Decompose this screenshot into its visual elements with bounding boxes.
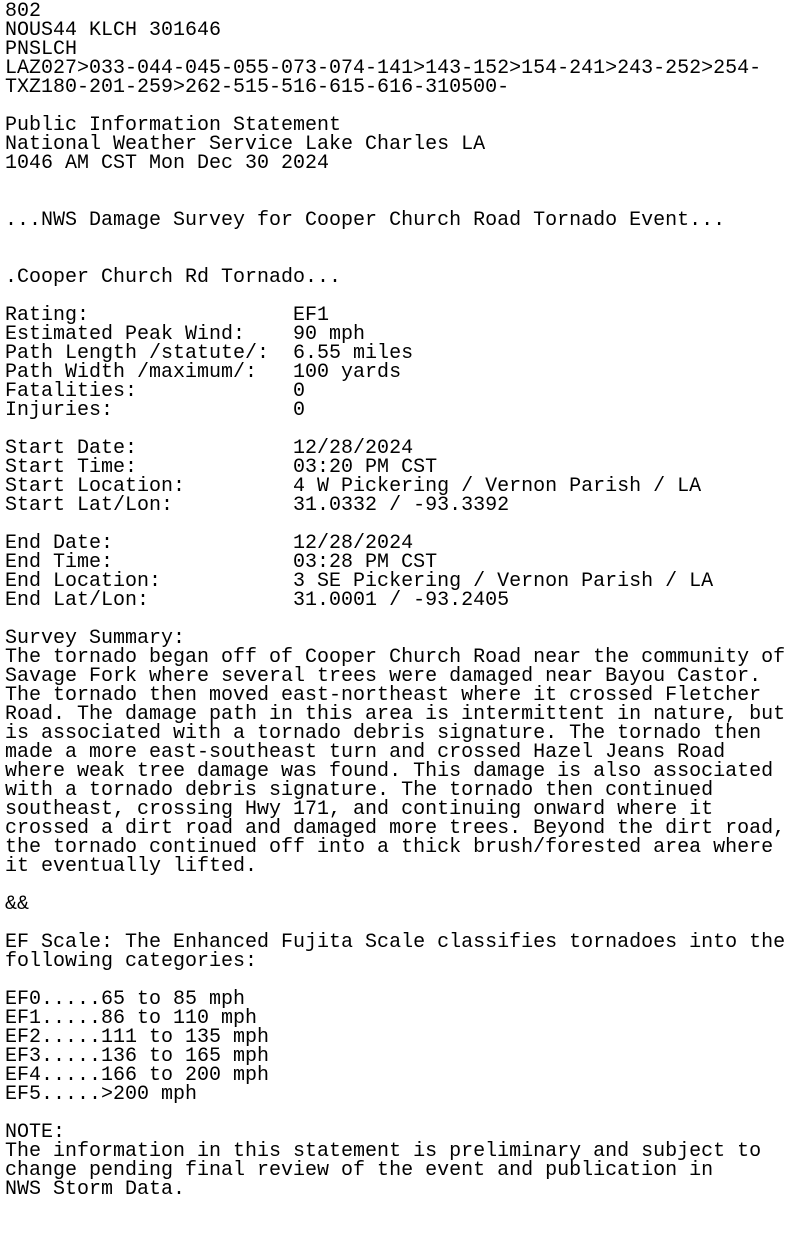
product-line: Savage Fork where several trees were damaged near Bayou Castor. — [5, 665, 762, 688]
product-line: EF4.....166 to 200 mph — [5, 1064, 270, 1087]
product-line: following categories: — [5, 950, 258, 973]
product-line: EF2.....111 to 135 mph — [5, 1026, 270, 1049]
product-line: EF5.....>200 mph — [5, 1083, 198, 1106]
product-line: Survey Summary: — [5, 627, 186, 650]
product-line: Public Information Statement — [5, 114, 342, 137]
product-line: EF1.....86 to 110 mph — [5, 1007, 258, 1030]
product-line — [5, 230, 789, 249]
product-line: is associated with a tornado debris signature. The tornado then — [5, 722, 762, 745]
product-line: southeast, crossing Hwy 171, and continuing onward where it — [5, 798, 714, 821]
product-line: The tornado then moved east-northeast where it crossed Fletcher — [5, 684, 762, 707]
product-line: .Cooper Church Rd Tornado... — [5, 266, 342, 289]
product-line: && — [5, 893, 30, 916]
product-line: EF3.....136 to 165 mph — [5, 1045, 270, 1068]
product-line — [5, 173, 789, 192]
product-line: The tornado began off of Cooper Church Road near the community of — [5, 646, 786, 669]
product-line: where weak tree damage was found. This damage is also associated — [5, 760, 774, 783]
product-line: the tornado continued off into a thick brush/forested area where — [5, 836, 774, 859]
product-line: change pending final review of the event and publication in — [5, 1159, 714, 1182]
product-line: Path Width /maximum/: 100 yards — [5, 361, 402, 384]
product-line: 802 — [5, 0, 42, 23]
product-line: End Location: 3 SE Pickering / Vernon Parish / LA — [5, 570, 714, 593]
product-line: NWS Storm Data. — [5, 1178, 186, 1201]
product-line: 1046 AM CST Mon Dec 30 2024 — [5, 152, 330, 175]
product-line: with a tornado debris signature. The tornado then continued — [5, 779, 714, 802]
product-line: Start Date: 12/28/2024 — [5, 437, 414, 460]
product-line: Estimated Peak Wind: 90 mph — [5, 323, 366, 346]
product-line: NOUS44 KLCH 301646 — [5, 19, 222, 42]
product-line: NOTE: — [5, 1121, 66, 1144]
product-line: Fatalities: 0 — [5, 380, 306, 403]
product-line: End Lat/Lon: 31.0001 / -93.2405 — [5, 589, 510, 612]
product-line: Start Time: 03:20 PM CST — [5, 456, 438, 479]
product-line: Rating: EF1 — [5, 304, 330, 327]
product-line: TXZ180-201-259>262-515-516-615-616-310500- — [5, 76, 510, 99]
product-line: Injuries: 0 — [5, 399, 306, 422]
product-line: End Time: 03:28 PM CST — [5, 551, 438, 574]
product-line — [5, 1199, 789, 1218]
product-line: EF Scale: The Enhanced Fujita Scale classifies tornadoes into the — [5, 931, 786, 954]
product-line: PNSLCH — [5, 38, 78, 61]
product-line: National Weather Service Lake Charles LA — [5, 133, 486, 156]
product-line: Start Location: 4 W Pickering / Vernon Parish / LA — [5, 475, 702, 498]
product-line: ...NWS Damage Survey for Cooper Church Road Tornado Event... — [5, 209, 726, 232]
product-line — [5, 876, 789, 895]
product-line: The information in this statement is preliminary and subject to — [5, 1140, 762, 1163]
product-line: crossed a dirt road and damaged more trees. Beyond the dirt road, — [5, 817, 786, 840]
product-line — [5, 1104, 789, 1123]
product-line — [5, 1218, 789, 1237]
product-line: End Date: 12/28/2024 — [5, 532, 414, 555]
product-line: Start Lat/Lon: 31.0332 / -93.3392 — [5, 494, 510, 517]
product-line: LAZ027>033-044-045-055-073-074-141>143-152>154-241>243-252>254- — [5, 57, 762, 80]
product-line: it eventually lifted. — [5, 855, 258, 878]
product-line: Road. The damage path in this area is intermittent in nature, but — [5, 703, 786, 726]
product-line: made a more east-southeast turn and crossed Hazel Jeans Road — [5, 741, 726, 764]
product-line: Path Length /statute/: 6.55 miles — [5, 342, 414, 365]
product-line: EF0.....65 to 85 mph — [5, 988, 246, 1011]
